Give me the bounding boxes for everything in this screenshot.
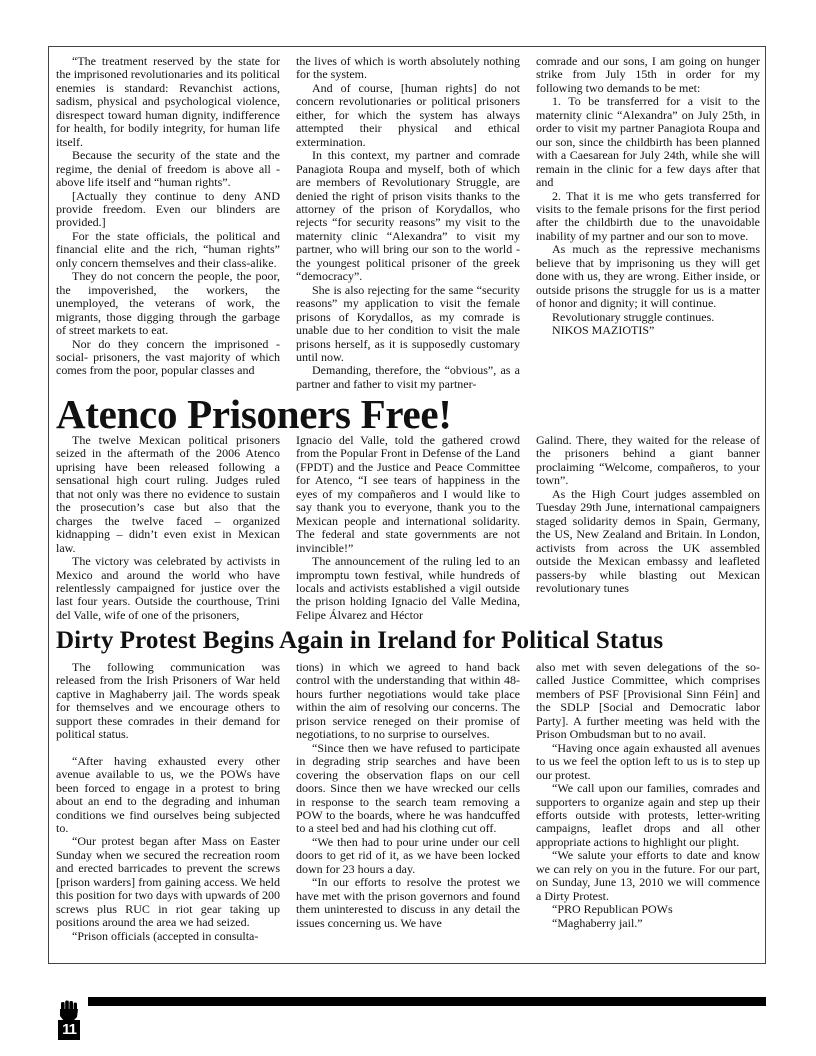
- article-maziotis: [56, 55, 760, 391]
- article-atenco-col-2: [296, 434, 520, 622]
- article-dirty-protest-col-3: [536, 661, 760, 943]
- paragraph: As the High Court judges assembled on Tuesday 29th June, international campaigners staged solidarity demos in Spain, Germany, the US, New Zealand and Britain. In London, activists from across the UK assembled outside the Mexican embassy and leafleted passers-by while blasting out Mexican revolutionary tunes: [536, 486, 760, 595]
- paragraph: 1. To be transferred for a visit to the maternity clinic “Alexandra” on July 25th, in order to visit my partner Panagiota Roupa and our son, since the childbirth has been planned with a Caesarean for July 24th, while she will remain in the clinic for a few days after that and: [536, 94, 760, 190]
- paragraph: “Prison officials (accepted in consulta-: [72, 928, 259, 943]
- paragraph: She is also rejecting for the same “security reasons” my application to visit the female prisons of Korydallos, as my comrade is unable due to her condition to visit the male prisons herself, as it is supposedly customary until now.: [296, 282, 520, 364]
- paragraph: Because the security of the state and the regime, the denial of freedom is above all - above life itself and “human rights”.: [56, 148, 280, 190]
- article-maziotis-col-2: [296, 55, 520, 391]
- paragraph: The victory was celebrated by activists in Mexico and around the world who have relentlessly campaigned for justice over the last four years. Outside the courthouse, Trini del Valle, wife of one of the prisoners,: [56, 554, 280, 622]
- signature-line: “Maghaberry jail.”: [552, 915, 643, 930]
- paragraph: As much as the repressive mechanisms believe that by imprisoning us they will get done with us, they are wrong. Either inside, or outside prisons the struggle for us is a matter of honor and dignity; it will continue.: [536, 242, 760, 311]
- paragraph: “In our efforts to resolve the protest we have met with the prison governors and found them uninterested to discuss in any detail the issues concerning us. We have: [296, 875, 520, 930]
- paragraph: The twelve Mexican political prisoners seized in the aftermath of the 2006 Atenco uprising have been released following a sensational high court ruling. Judges ruled that not only was there no evidence to sustain the prosecution’s case but also that the charges the twelve faced – organized kidnapping – didn’t even exist in Mexican law.: [56, 433, 280, 555]
- paragraph: And of course, [human rights] do not concern revolutionaries or political prisoners either, for which the system has always attempted their physical and ethical extermination.: [296, 80, 520, 149]
- article-atenco-col-1: [56, 434, 280, 622]
- footer-rule: [88, 997, 766, 1006]
- article-dirty-protest: [56, 661, 760, 943]
- paragraph: In this context, my partner and comrade Panagiota Roupa and myself, both of which are members of Revolutionary Struggle, are denied the right of prison visits thanks to the attorney of the prison of Korydallos, who rejects “for security reasons” my visit to the maternity clinic “Alexandra” to visit my partner, who will bring our son to the world - the youngest political prisoner of the greek “democracy”.: [296, 148, 520, 284]
- page-number: 11: [58, 1020, 80, 1040]
- paragraph: also met with seven delegations of the so-called Justice Committee, which comprises members of PSF [Provisional Sinn Féin] and the SDLP [Social and Democratic labor Party]. A further meeting was held with the Prison Ombudsman but to no avail.: [536, 660, 760, 742]
- paragraph: “Having once again exhausted all avenues to us we feel the option left to us is to step up our protest.: [536, 740, 760, 782]
- article-atenco: [56, 434, 760, 622]
- paragraph: “Since then we have refused to participate in degrading strip searches and have been covering the observation flaps on our cell doors. Since then we have wrecked our cells in response to the search team removing a POW to the boards, where he was handcuffed to a steel bed and had his clothing cut off.: [296, 740, 520, 836]
- article-atenco-col-3: [536, 434, 760, 622]
- article-maziotis-col-1: [56, 55, 280, 391]
- paragraph: “Our protest began after Mass on Easter Sunday when we secured the recreation room and erected barricades to prevent the screws [prison warders] from gaining access. We held this position for two days with upwards of 200 screws plus RUC in riot gear taking up positions around the area we had seized.: [56, 834, 280, 930]
- paragraph: [Actually they continue to deny AND provide freedom. Even our blinders are provided.]: [56, 188, 280, 230]
- paragraph: “The treatment reserved by the state for the imprisoned revolutionaries and its political enemies is standard: Revanchist actions, sadism, physical and psychological violence, disrespect toward human dignity, indifference for health, for bodily integrity, for human life itself.: [56, 54, 280, 149]
- paragraph: the lives of which is worth absolutely nothing for the system.: [296, 54, 520, 82]
- headline-atenco: Atenco Prisoners Free!: [56, 391, 452, 437]
- paragraph: They do not concern the people, the poor, the impoverished, the workers, the unemployed, the veterans of work, the migrants, those digging through the garbage of street markets to eat.: [56, 269, 280, 338]
- signature-line: Revolutionary struggle continues.: [552, 309, 715, 324]
- page-number-badge: [58, 1000, 80, 1040]
- signature-name: NIKOS MAZIOTIS”: [552, 323, 655, 338]
- paragraph: Ignacio del Valle, told the gathered crowd from the Popular Front in Defense of the Land (FPDT) and the Justice and Peace Committee for Atenco, “I see tears of happiness in the eyes of my compañeros and I would like to say thank you to everyone, thank you to the Mexican people and international solidarity. The federal and state governments are not invincible!”: [296, 433, 520, 555]
- paragraph: “We call upon our families, comrades and supporters to organize again and step up their efforts outside with protests, letter-writing campaigns, leaflet drops and all other appropriate actions to highlight our plight.: [536, 781, 760, 849]
- article-dirty-protest-col-1: [56, 661, 280, 943]
- paragraph: tions) in which we agreed to hand back control with the understanding that within 48-hours further negotiations would take place within the aim of resolving our concerns. The prison service reneged on their promise of negotiations, to no surprise to ourselves.: [296, 660, 520, 742]
- paragraph: For the state officials, the political and financial elite and the rich, “human rights” only concern themselves and their class-alike.: [56, 228, 280, 270]
- signature-line: “PRO Republican POWs: [552, 902, 673, 917]
- paragraph: “We then had to pour urine under our cell doors to get rid of it, as we have been locked down for 23 hours a day.: [296, 834, 520, 876]
- paragraph: Demanding, therefore, the “obvious”, as a partner and father to visit my partner-: [296, 363, 520, 391]
- paragraph: 2. That it is me who gets transferred for visits to the female prisons for the first period after the childbirth due to the unavoidable inability of my partner and our son to move.: [536, 188, 760, 243]
- paragraph: The following communication was released from the Irish Prisoners of War held captive in Maghaberry jail. The words speak for themselves and we encourage others to support these comrades in their demand for political status.: [56, 660, 280, 742]
- paragraph: Galind. There, they waited for the release of the prisoners behind a giant banner proclaiming “Welcome, compañeros, to your town”.: [536, 433, 760, 488]
- paragraph-spacer: [56, 742, 280, 755]
- paragraph: “After having exhausted every other avenue available to us, we the POWs have been forced to engage in a protest to bring about an end to the degrading and inhuman conditions we find ourselves being subjected to.: [56, 753, 280, 835]
- article-dirty-protest-col-2: [296, 661, 520, 943]
- paragraph: comrade and our sons, I am going on hunger strike from July 15th in order for my following two demands to be met:: [536, 54, 760, 95]
- article-maziotis-col-3: [536, 55, 760, 391]
- paragraph: “We salute your efforts to date and know we can rely on you in the future. For our part, on Sunday, June 13, 2010 we will commence a Dirty Protest.: [536, 848, 760, 903]
- paragraph: The announcement of the ruling led to an impromptu town festival, while hundreds of locals and activists established a vigil outside the prison holding Ignacio del Valle Medina, Felipe Álvarez and Héctor: [296, 554, 520, 622]
- paragraph: Nor do they concern the imprisoned - social- prisoners, the vast majority of which comes from the poor, popular classes and: [56, 336, 280, 378]
- headline-dirty-protest: Dirty Protest Begins Again in Ireland for Political Status: [56, 627, 664, 654]
